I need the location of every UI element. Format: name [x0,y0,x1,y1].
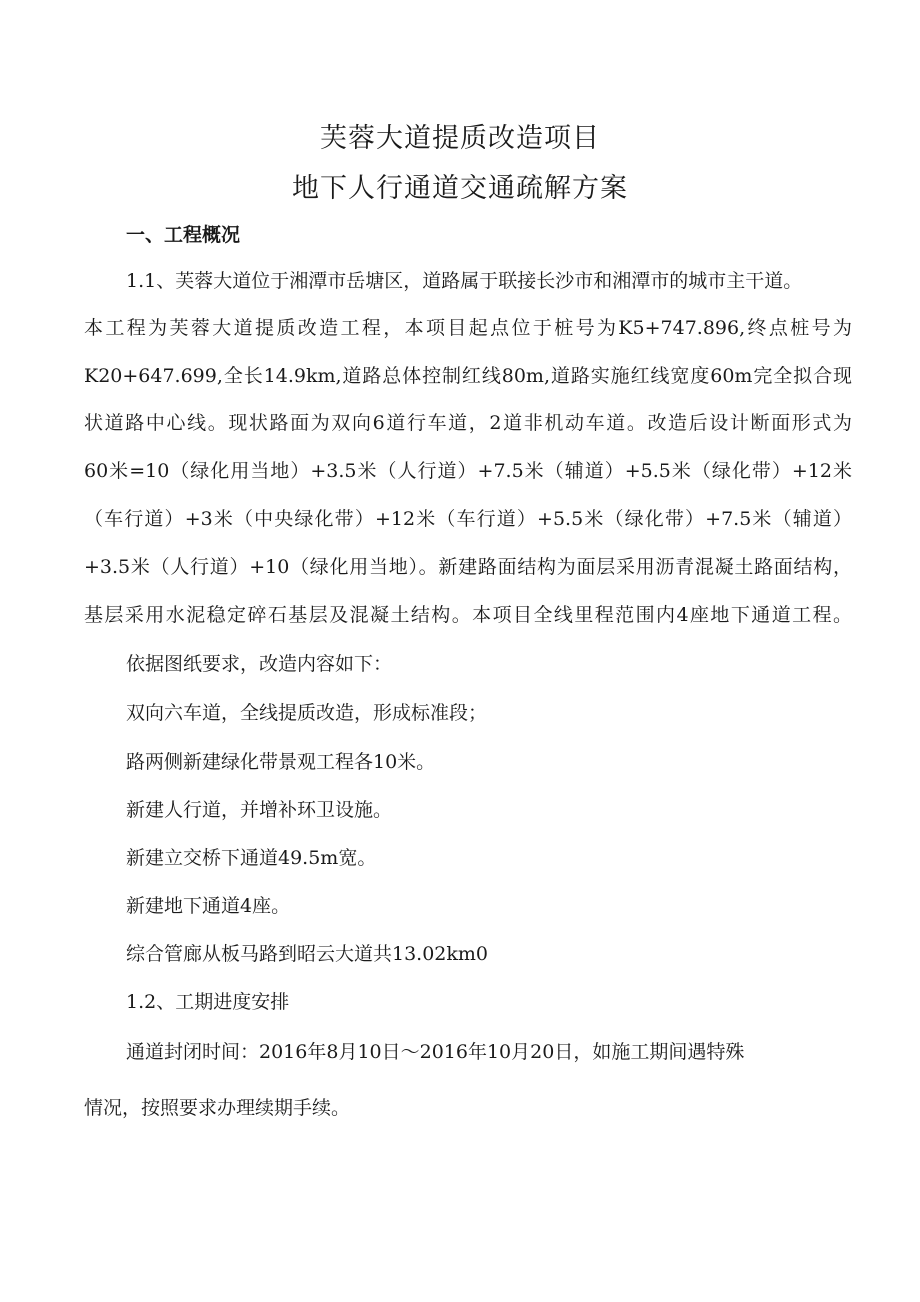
paragraph-line: 本工程为芙蓉大道提质改造工程，本项目起点位于桩号为K5+747.896,终点桩号为 [84,317,852,339]
schedule-text-line2: 情况，按照要求办理续期手续。 [84,1097,351,1119]
schedule-text-line1: 通道封闭时间：2016年8月10日～2016年10月20日，如施工期间遇特殊 [126,1041,745,1063]
list-item: 新建立交桥下通道49.5m宽。 [126,847,377,869]
list-item: 新建地下通道4座。 [126,895,291,917]
intro-text: 依据图纸要求，改造内容如下： [126,653,393,675]
paragraph-line: +3.5米（人行道）+10（绿化用当地）。新建路面结构为面层采用沥青混凝土路面结构， [84,556,852,578]
list-item: 新建人行道，并增补环卫设施。 [126,799,393,821]
list-item: 路两侧新建绿化带景观工程各10米。 [126,751,436,773]
document-title-line1: 芙蓉大道提质改造项目 [320,123,600,154]
paragraph-line: K20+647.699,全长14.9km,道路总体控制红线80m,道路实施红线宽度60m完全拟合现 [84,365,852,387]
sub-heading-schedule: 1.2、工期进度安排 [126,991,290,1013]
section-heading-overview: 一、工程概况 [126,224,241,246]
paragraph-line: （车行道）+3米（中央绿化带）+12米（车行道）+5.5米（绿化带）+7.5米（辅道） [84,508,852,530]
document-title-line2: 地下人行通道交通疏解方案 [292,173,628,204]
paragraph-line: 1.1、芙蓉大道位于湘潭市岳塘区，道路属于联接长沙市和湘潭市的城市主干道。 [126,270,803,292]
paragraph-line: 基层采用水泥稳定碎石基层及混凝土结构。本项目全线里程范围内4座地下通道工程。 [84,604,852,626]
paragraph-line: 状道路中心线。现状路面为双向6道行车道，2道非机动车道。改造后设计断面形式为 [84,412,852,434]
list-item: 双向六车道，全线提质改造，形成标准段； [126,702,488,724]
list-item: 综合管廊从板马路到昭云大道共13.02km0 [126,943,489,965]
paragraph-line: 60米=10（绿化用当地）+3.5米（人行道）+7.5米（辅道）+5.5米（绿化带）+12米 [84,460,852,482]
